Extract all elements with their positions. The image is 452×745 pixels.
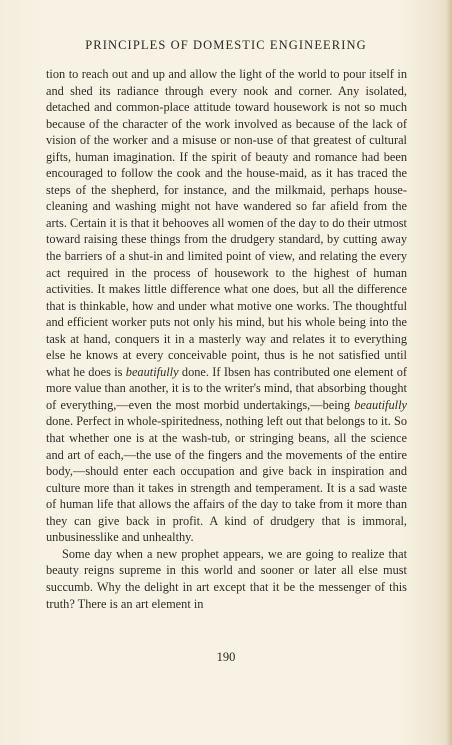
paragraph-1-text-a: tion to reach out and up and allow the light of the world to pour itself in and shed its radiance through every nook and corner. Any isolated, detached and common-place attitude toward housework is not so much because of the character of the work involved as because of the lack of vision of the worker and a misuse or non-use of that greatest of cultural gifts, human imagination. If the spirit of beauty and romance had been encouraged to follow the cook and the house-maid, as it has traced the steps of the shepherd, for instance, and the milkmaid, perhaps house-cleaning and washing might not have wandered so far afield from the arts. Certain it is that it behooves all women of the day to do their utmost toward raising these things from the drudgery standard, by cutting away the barriers of a shut-in and limited point of view, and relating the every act required in the process of housework to the highest of human activities. It makes little difference what one does, but all the difference that is thinkable, how and under what motive one works. The thoughtful and efficient worker puts not only his mind, but his whole being into the task at hand, conquers it in a masterly way and relates it to everything else he knows at every conceivable point, thus is he not satisfied until what he does is	[46, 67, 407, 379]
paragraph-1-text-c: done. Perfect in whole-spiritedness, nothing left out that belongs to it. So that whether one is at the wash-tub, or stringing beans, all the science and art of each,—the use of the fingers and the movements of the entire body,—should enter each occupation and give back in inspiration and culture more than it takes in strength and temperament. It is a sad waste of human life that allows the affairs of the day to take from it more than they can give back in profit. A kind of drudgery that is immoral, unbusinesslike and unhealthy.	[46, 414, 407, 545]
emphasis-beautifully-2: beautifully	[354, 397, 407, 412]
paragraph-1	[46, 66, 407, 546]
page-edge-shadow	[446, 0, 452, 745]
paragraph-2: Some day when a new prophet appears, we are going to realize that beauty reigns supreme in this world and sooner or later all else must succumb. Why the delight in art except that it be the messenger of this truth? There is an art element in	[46, 546, 407, 611]
running-head: PRINCIPLES OF DOMESTIC ENGINEERING	[85, 38, 367, 52]
paragraph-1-text-b: done. If Ibsen has contributed one element of more value than another, it is to the writer's mind, that absorbing thought of everything,—even the most morbid undertakings,—being	[46, 364, 407, 412]
page-number: 190	[216, 650, 236, 664]
emphasis-beautifully-1: beautifully	[125, 364, 179, 379]
body-text	[46, 66, 407, 612]
